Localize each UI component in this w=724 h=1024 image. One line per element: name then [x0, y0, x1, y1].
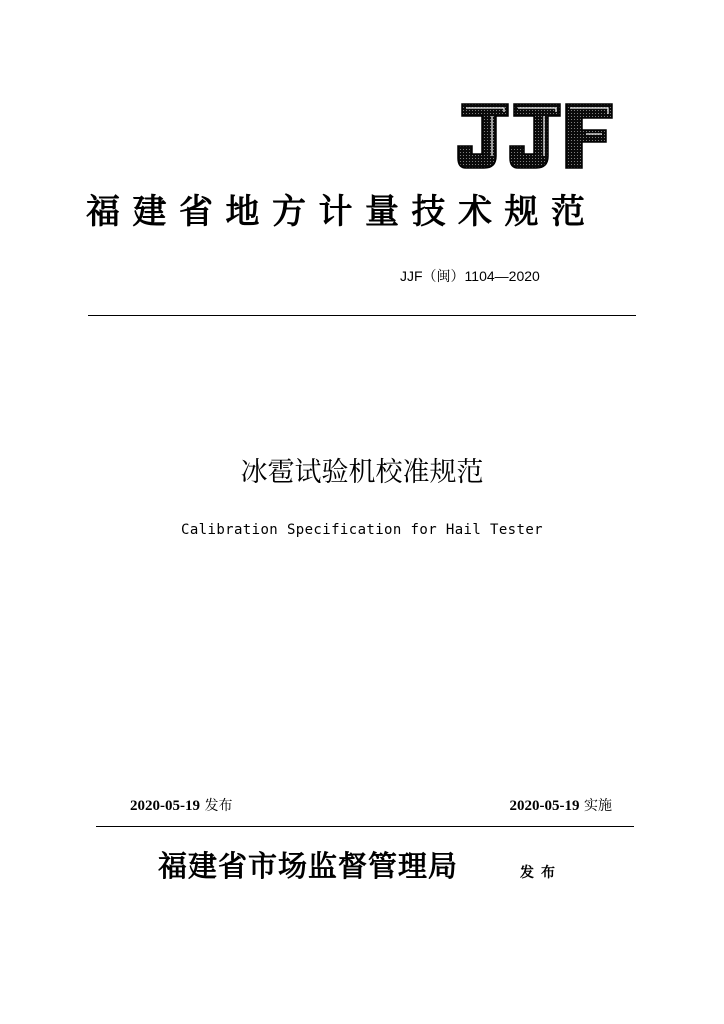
issue-date — [130, 795, 232, 817]
bottom-divider — [96, 826, 634, 827]
document-number: JJF（闽）1104—2020 — [400, 268, 540, 284]
logo-letter-f — [566, 104, 612, 168]
issue-date-label: 发布 — [204, 798, 233, 814]
logo-letter-j1 — [458, 104, 508, 168]
effective-date — [510, 795, 612, 817]
logo-letter-j2 — [510, 104, 560, 168]
title-english: Calibration Specification for Hail Tester — [181, 522, 543, 538]
title-chinese: 冰雹试验机校准规范 — [240, 457, 484, 488]
jjf-logo — [456, 100, 616, 172]
effective-date-label: 实施 — [584, 798, 612, 814]
publisher-name: 福建省市场监督管理局 — [158, 849, 459, 883]
org-title: 福建省地方计量技术规范 — [86, 192, 598, 232]
publisher-suffix: 发布 — [520, 865, 562, 881]
logo-text: JJF — [536, 170, 538, 171]
effective-date-value: 2020-05-19 — [509, 798, 580, 814]
issue-date-value: 2020-05-19 — [130, 798, 200, 814]
top-divider — [88, 315, 636, 316]
